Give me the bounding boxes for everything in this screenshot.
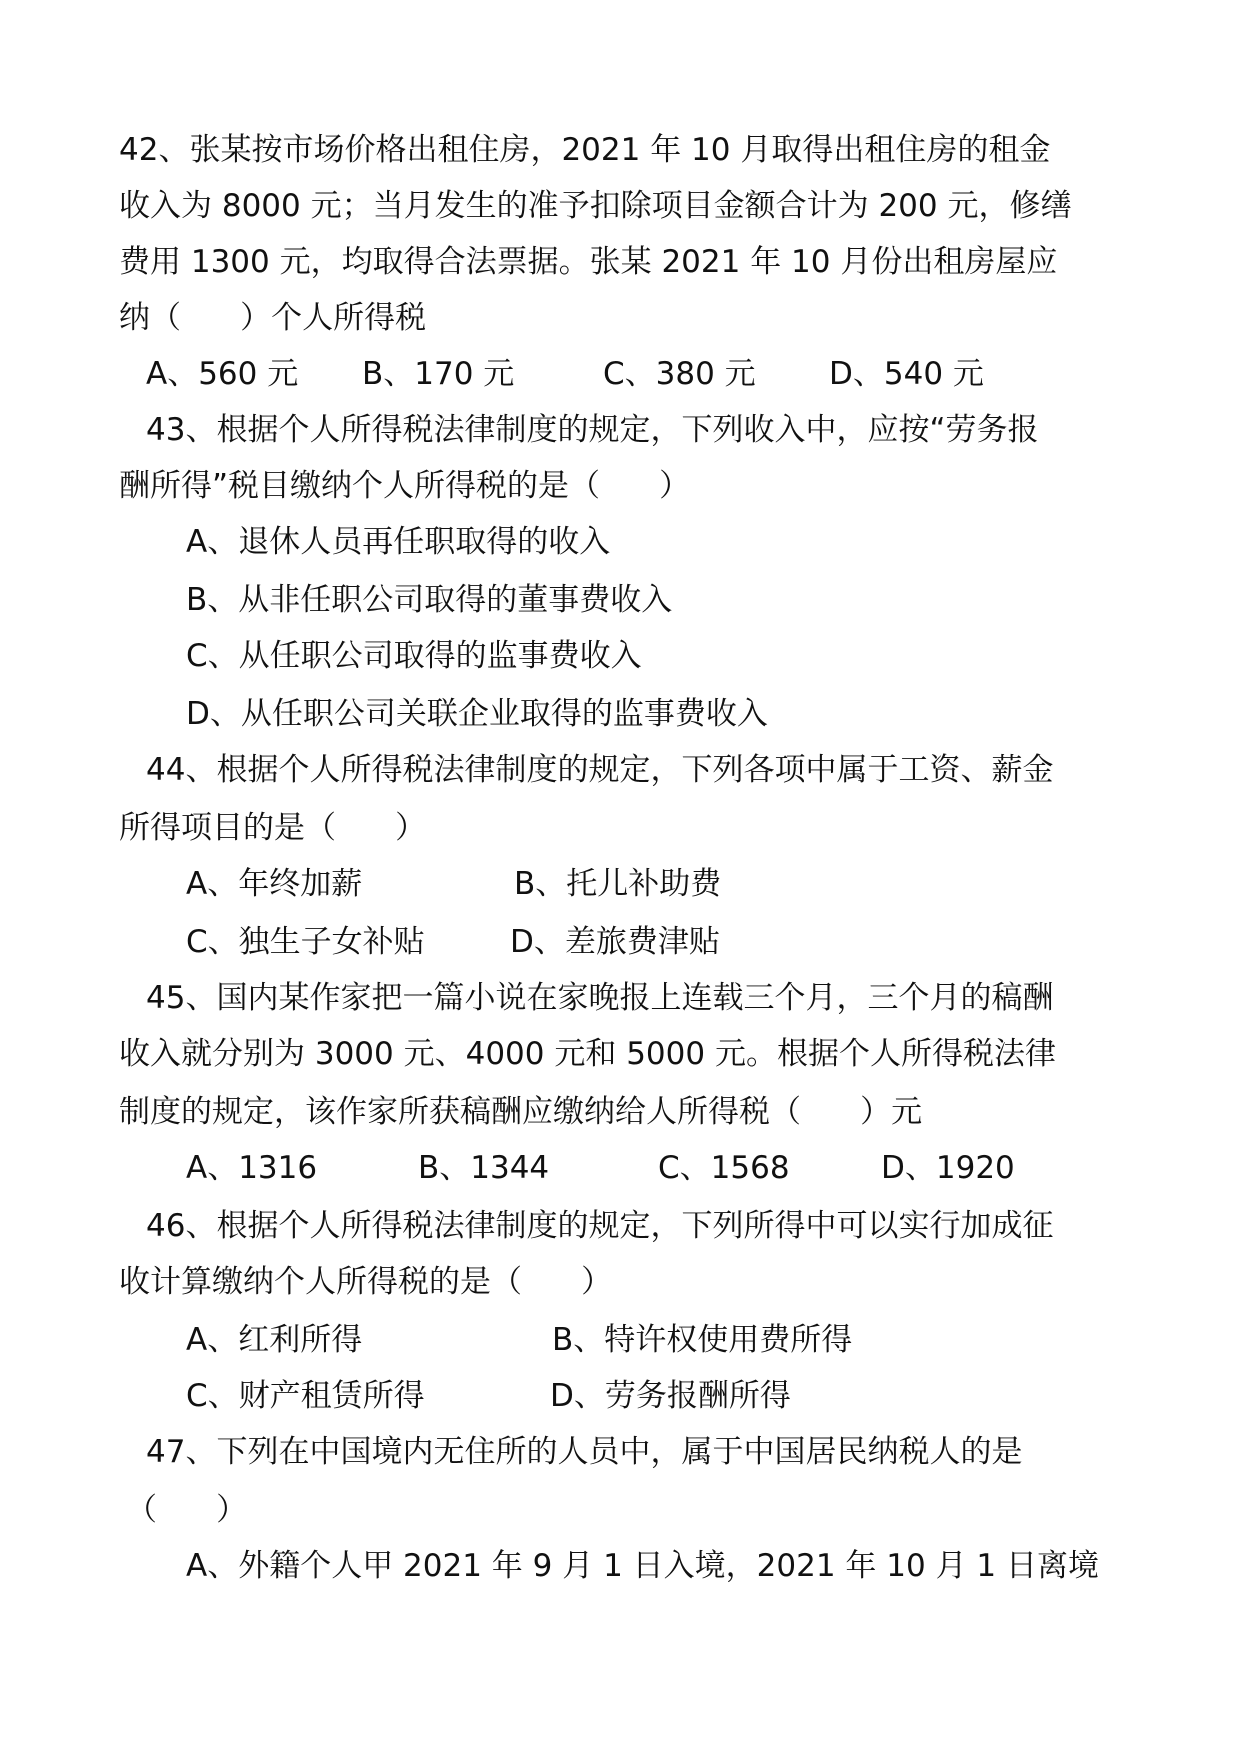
question-44-option-d: D、差旅费津贴 <box>510 924 720 960</box>
question-46-option-c: C、财产租赁所得 <box>186 1378 425 1414</box>
question-42-line-1: 42、张某按市场价格出租住房，2021 年 10 月取得出租住房的租金 <box>119 132 1051 168</box>
question-46-option-d: D、劳务报酬所得 <box>550 1378 791 1414</box>
question-42-option-d: D、540 元 <box>829 356 984 392</box>
question-45-line-3: 制度的规定，该作家所获稿酬应缴纳给人所得税（ ）元 <box>119 1094 923 1130</box>
question-46-option-a: A、红利所得 <box>186 1322 363 1358</box>
question-44-option-b: B、托儿补助费 <box>514 866 722 902</box>
question-45-option-c: C、1568 <box>658 1150 790 1186</box>
question-43-option-a: A、退休人员再任职取得的收入 <box>186 524 611 560</box>
question-42-line-2: 收入为 8000 元；当月发生的准予扣除项目金额合计为 200 元，修缮 <box>119 188 1072 224</box>
question-42-option-b: B、170 元 <box>362 356 515 392</box>
question-43-option-b: B、从非任职公司取得的董事费收入 <box>186 582 673 618</box>
question-44-line-1: 44、根据个人所得税法律制度的规定，下列各项中属于工资、薪金 <box>146 752 1054 788</box>
question-45-line-2: 收入就分别为 3000 元、4000 元和 5000 元。根据个人所得税法律 <box>119 1036 1056 1072</box>
question-43-line-1: 43、根据个人所得税法律制度的规定，下列收入中，应按“劳务报 <box>146 412 1039 448</box>
question-43-option-d: D、从任职公司关联企业取得的监事费收入 <box>186 696 768 732</box>
question-44-line-2: 所得项目的是（ ） <box>119 810 427 846</box>
question-42-option-c: C、380 元 <box>603 356 756 392</box>
question-46-line-1: 46、根据个人所得税法律制度的规定，下列所得中可以实行加成征 <box>146 1208 1054 1244</box>
question-44-option-c: C、独生子女补贴 <box>186 924 425 960</box>
question-47-line-1: 47、下列在中国境内无住所的人员中，属于中国居民纳税人的是 <box>146 1434 1023 1470</box>
question-47-option-a: A、外籍个人甲 2021 年 9 月 1 日入境，2021 年 10 月 1 日离境 <box>186 1548 1099 1584</box>
question-46-line-2: 收计算缴纳个人所得税的是（ ） <box>119 1264 613 1300</box>
question-47-line-2: （ ） <box>126 1492 248 1528</box>
question-45-option-a: A、1316 <box>186 1150 318 1186</box>
question-42-line-3: 费用 1300 元，均取得合法票据。张某 2021 年 10 月份出租房屋应 <box>119 244 1058 280</box>
question-45-option-d: D、1920 <box>881 1150 1015 1186</box>
question-42-option-a: A、560 元 <box>146 356 299 392</box>
question-45-option-b: B、1344 <box>418 1150 550 1186</box>
question-43-option-c: C、从任职公司取得的监事费收入 <box>186 638 642 674</box>
question-46-option-b: B、特许权使用费所得 <box>552 1322 853 1358</box>
question-43-line-2: 酬所得”税目缴纳个人所得税的是（ ） <box>119 468 691 504</box>
question-44-option-a: A、年终加薪 <box>186 866 363 902</box>
question-42-line-4: 纳（ ）个人所得税 <box>119 300 427 336</box>
question-45-line-1: 45、国内某作家把一篇小说在家晚报上连载三个月，三个月的稿酬 <box>146 980 1054 1016</box>
